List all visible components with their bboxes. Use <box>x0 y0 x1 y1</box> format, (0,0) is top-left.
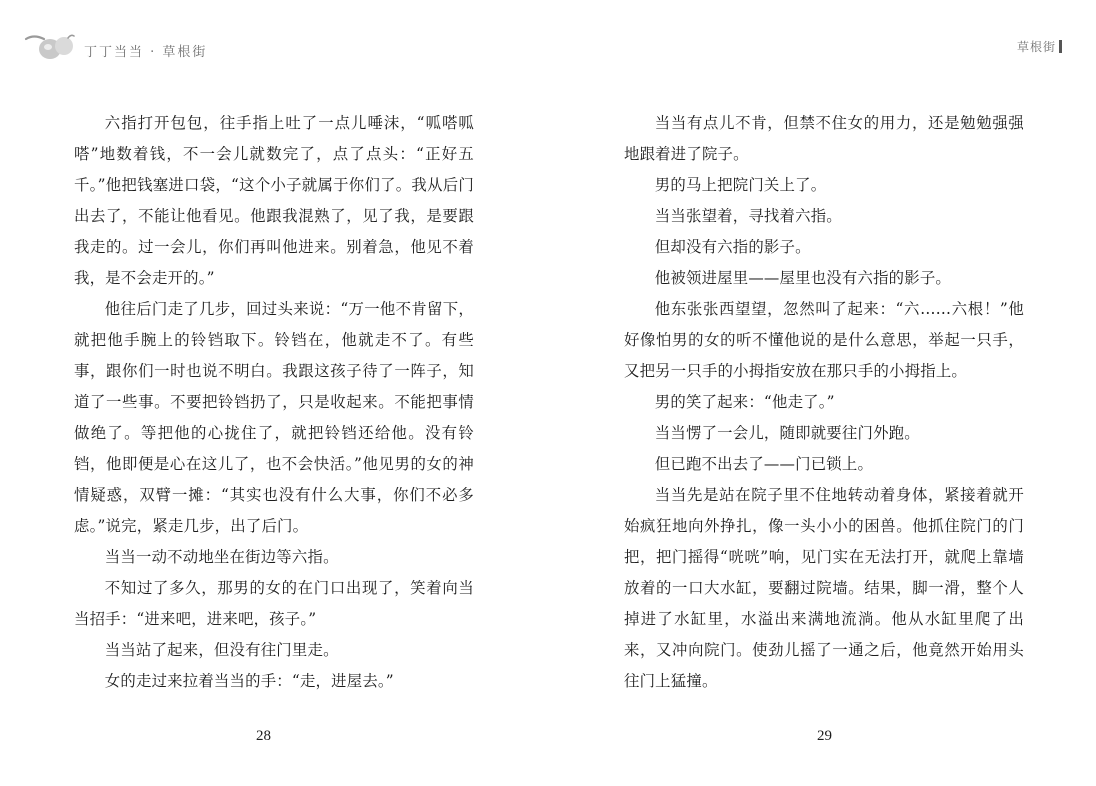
series-title: 丁丁当当 · 草根街 <box>84 44 208 60</box>
book-title: 草根街 <box>1016 40 1056 54</box>
paragraph: 当当一动不动地坐在街边等六指。 <box>104 548 339 566</box>
header-bar-mark <box>1059 40 1062 53</box>
paragraph: 男的马上把院门关上了。 <box>654 176 827 194</box>
paragraph: 他往后门走了几步，回过头来说：“万一他不肯留下，就把他手腕上的铃铛取下。铃铛在，他就走不了。有些事，跟你们一时也说不明白。我跟这孩子待了一阵子，知道了一些事。不要把铃铛扔了，只是收起来。不能把事情做绝了。等把他的心拢住了，就把铃铛还给他。没有铃铛，他即便是心在这儿了，也不会快活。”他见男的女的神情疑惑，双臂一摊：“其实也没有什么大事，你们不必多虑。”说完，紧走几步，出了后门。 <box>74 300 474 535</box>
page-number-left: 28 <box>256 728 271 744</box>
paragraph: 但已跑不出去了——门已锁上。 <box>654 455 874 473</box>
paragraph: 不知过了多久，那男的女的在门口出现了，笑着向当当招手：“进来吧，进来吧，孩子。” <box>74 579 474 628</box>
paragraph: 六指打开包包，往手指上吐了一点儿唾沫，“呱嗒呱嗒”地数着钱，不一会儿就数完了，点了点头：“正好五千。”他把钱塞进口袋，“这个小子就属于你们了。我从后门出去了，不能让他看见。他跟我混熟了，见了我，是要跟我走的。过一会儿，你们再叫他进来。别着急，他见不着我，是不会走开的。” <box>74 114 474 287</box>
paragraph: 当当有点儿不肯，但禁不住女的用力，还是勉勉强强地跟着进了院子。 <box>624 114 1024 163</box>
right-page-text <box>624 108 1024 697</box>
paragraph: 当当愣了一会儿，随即就要往门外跑。 <box>654 424 920 442</box>
paragraph: 他东张张西望望，忽然叫了起来：“六……六根！”他好像怕男的女的听不懂他说的是什么意思，举起一只手，又把另一只手的小拇指安放在那只手的小拇指上。 <box>624 300 1024 380</box>
paragraph: 女的走过来拉着当当的手：“走，进屋去。” <box>104 672 394 690</box>
paragraph: 但却没有六指的影子。 <box>654 238 811 256</box>
paragraph: 他被领进屋里——屋里也没有六指的影子。 <box>654 269 952 287</box>
running-header-left <box>24 30 207 64</box>
page-number-right: 29 <box>817 728 832 744</box>
left-page-text <box>74 108 474 697</box>
gourd-logo-icon <box>24 30 80 64</box>
paragraph: 当当站了起来，但没有往门里走。 <box>104 641 339 659</box>
running-header-right <box>1017 38 1062 55</box>
paragraph: 当当张望着，寻找着六指。 <box>654 207 842 225</box>
paragraph: 当当先是站在院子里不住地转动着身体，紧接着就开始疯狂地向外挣扎，像一头小小的困兽。他抓住院门的门把，把门摇得“咣咣”响，见门实在无法打开，就爬上靠墙放着的一口大水缸，要翻过院墙。结果，脚一滑，整个人掉进了水缸里，水溢出来满地流淌。他从水缸里爬了出来，又冲向院门。使劲儿摇了一通之后，他竟然开始用头往门上猛撞。 <box>624 486 1024 690</box>
paragraph: 男的笑了起来：“他走了。” <box>654 393 835 411</box>
